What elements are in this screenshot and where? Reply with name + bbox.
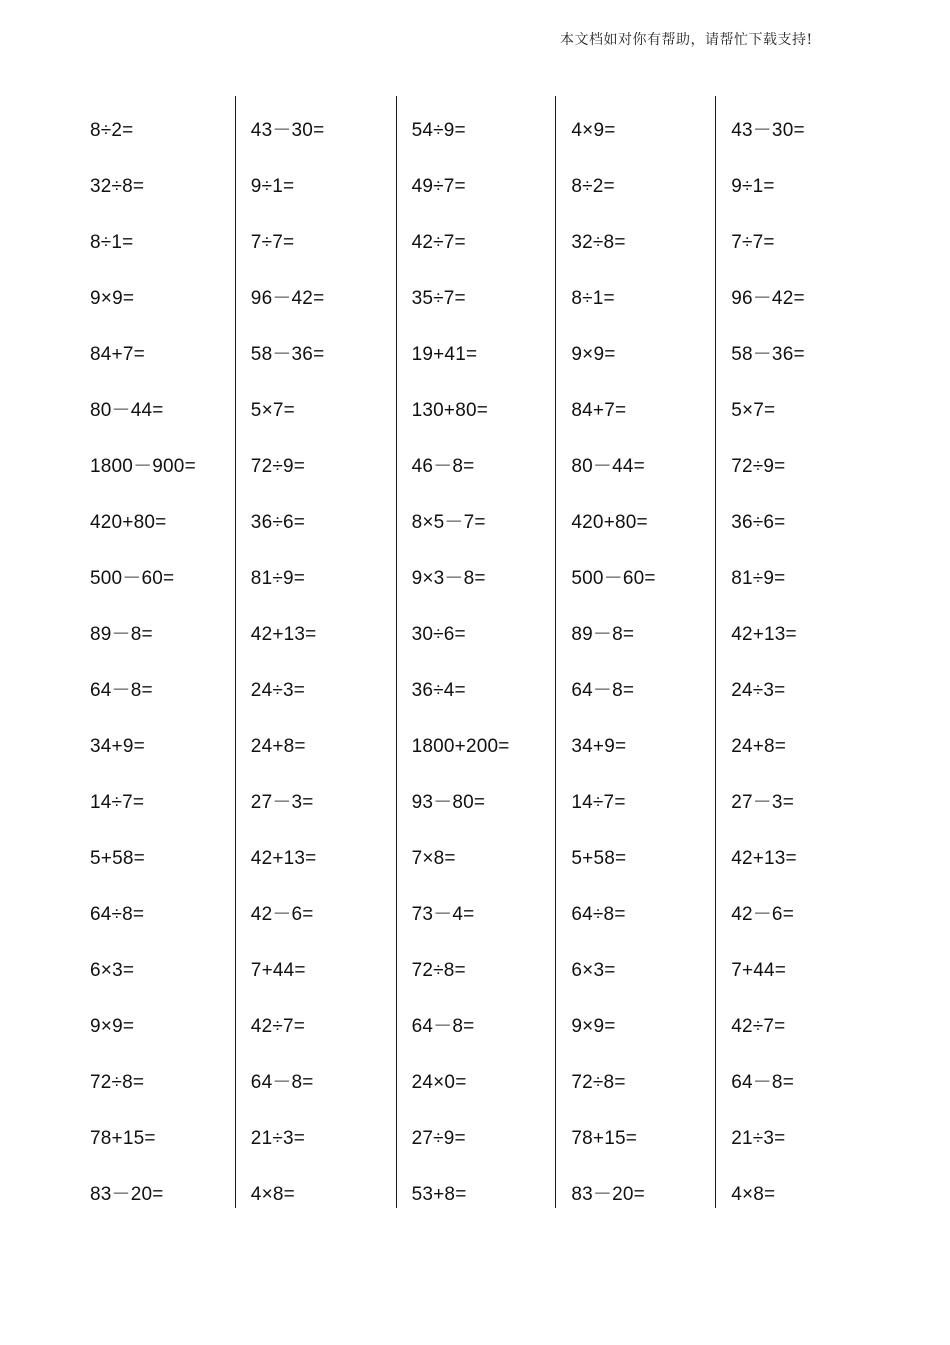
exercise-column-2 — [235, 96, 396, 1208]
math-problem: 64÷8= — [571, 904, 626, 925]
math-problem: 96－42= — [731, 288, 805, 309]
math-problem: 32÷8= — [571, 232, 626, 253]
math-problem: 64÷8= — [90, 904, 145, 925]
math-problem: 5+58= — [90, 848, 145, 869]
math-problem: 42+13= — [250, 848, 317, 869]
math-problem: 42+13= — [731, 848, 797, 869]
math-problem: 42÷7= — [411, 232, 466, 253]
math-problem: 78+15= — [90, 1128, 156, 1149]
math-problem: 93－80= — [411, 792, 486, 813]
math-problem: 24÷3= — [250, 680, 306, 701]
page-header-note: 本文档如对你有帮助，请帮忙下载支持! — [560, 32, 813, 48]
math-problem: 72÷9= — [731, 456, 786, 477]
math-problem: 72÷8= — [90, 1072, 145, 1093]
math-problem: 24÷3= — [731, 680, 786, 701]
math-problem: 64－8= — [571, 680, 635, 701]
exercise-column-4 — [555, 96, 715, 1208]
math-problem: 1800－900= — [90, 456, 196, 477]
math-problem: 34+9= — [571, 736, 627, 757]
math-problem: 78+15= — [571, 1128, 638, 1149]
exercise-column-1 — [75, 96, 235, 1208]
math-problem: 14÷7= — [571, 792, 626, 813]
math-problem: 24×0= — [411, 1072, 467, 1093]
math-problem: 83－20= — [90, 1184, 164, 1205]
math-problem: 64－8= — [90, 680, 153, 701]
math-problem: 7÷7= — [731, 232, 775, 253]
math-problem: 42+13= — [250, 624, 317, 645]
math-problem: 27－3= — [250, 792, 314, 813]
math-problem: 73－4= — [411, 904, 475, 925]
exercise-column-3 — [396, 96, 556, 1208]
math-problem: 96－42= — [250, 288, 325, 309]
math-problem: 7÷7= — [250, 232, 295, 253]
math-problem: 42÷7= — [731, 1016, 786, 1037]
math-problem: 9÷1= — [731, 176, 775, 197]
math-problem: 500－60= — [90, 568, 175, 589]
math-problem: 420+80= — [571, 512, 648, 533]
math-problem: 46－8= — [411, 456, 475, 477]
exercise-sheet — [75, 96, 875, 1208]
math-problem: 42－6= — [731, 904, 794, 925]
math-problem: 27－3= — [731, 792, 794, 813]
math-problem: 72÷8= — [571, 1072, 626, 1093]
math-problem: 58－36= — [250, 344, 325, 365]
math-problem: 32÷8= — [90, 176, 145, 197]
math-problem: 130+80= — [411, 400, 489, 421]
math-problem: 64－8= — [731, 1072, 794, 1093]
math-problem: 42+13= — [731, 624, 797, 645]
math-problem: 4×9= — [571, 120, 616, 141]
math-problem: 42－6= — [250, 904, 314, 925]
math-problem: 36÷6= — [731, 512, 786, 533]
math-problem: 8×5－7= — [411, 512, 486, 533]
math-problem: 8÷1= — [90, 232, 134, 253]
math-problem: 9×9= — [90, 1016, 135, 1037]
math-problem: 43－30= — [731, 120, 805, 141]
math-problem: 89－8= — [571, 624, 635, 645]
math-problem: 7+44= — [250, 960, 306, 981]
math-problem: 14÷7= — [90, 792, 145, 813]
math-problem: 49÷7= — [411, 176, 466, 197]
math-problem: 36÷4= — [411, 680, 466, 701]
math-problem: 30÷6= — [411, 624, 466, 645]
math-problem: 21÷3= — [731, 1128, 786, 1149]
math-problem: 64－8= — [250, 1072, 314, 1093]
math-problem: 4×8= — [731, 1184, 776, 1205]
math-problem: 9×9= — [571, 344, 616, 365]
math-problem: 7×8= — [411, 848, 456, 869]
math-problem: 83－20= — [571, 1184, 645, 1205]
math-problem: 21÷3= — [250, 1128, 306, 1149]
math-problem: 420+80= — [90, 512, 167, 533]
math-problem: 27÷9= — [411, 1128, 466, 1149]
math-problem: 8÷2= — [571, 176, 615, 197]
math-problem: 58－36= — [731, 344, 805, 365]
math-problem: 5×7= — [250, 400, 295, 421]
math-problem: 19+41= — [411, 344, 478, 365]
math-problem: 81÷9= — [731, 568, 786, 589]
math-problem: 9÷1= — [250, 176, 295, 197]
math-problem: 80－44= — [90, 400, 164, 421]
math-problem: 35÷7= — [411, 288, 466, 309]
math-problem: 24+8= — [250, 736, 306, 757]
math-problem: 8÷1= — [571, 288, 615, 309]
math-problem: 84+7= — [90, 344, 145, 365]
math-problem: 1800+200= — [411, 736, 510, 757]
math-problem: 6×3= — [90, 960, 135, 981]
math-problem: 43－30= — [250, 120, 325, 141]
math-problem: 53+8= — [411, 1184, 467, 1205]
math-problem: 500－60= — [571, 568, 656, 589]
math-problem: 34+9= — [90, 736, 145, 757]
math-problem: 89－8= — [90, 624, 153, 645]
math-problem: 8÷2= — [90, 120, 134, 141]
math-problem: 4×8= — [250, 1184, 295, 1205]
math-problem: 6×3= — [571, 960, 616, 981]
math-problem: 80－44= — [571, 456, 645, 477]
math-problem: 5+58= — [571, 848, 627, 869]
math-problem: 54÷9= — [411, 120, 466, 141]
math-problem: 42÷7= — [250, 1016, 306, 1037]
exercise-column-5 — [715, 96, 875, 1208]
math-problem: 9×9= — [571, 1016, 616, 1037]
math-problem: 81÷9= — [250, 568, 306, 589]
math-problem: 84+7= — [571, 400, 627, 421]
math-problem: 7+44= — [731, 960, 787, 981]
math-problem: 64－8= — [411, 1016, 475, 1037]
math-problem: 9×9= — [90, 288, 135, 309]
math-problem: 72÷9= — [250, 456, 306, 477]
math-problem: 9×3－8= — [411, 568, 486, 589]
math-problem: 72÷8= — [411, 960, 466, 981]
math-problem: 5×7= — [731, 400, 776, 421]
math-problem: 24+8= — [731, 736, 787, 757]
math-problem: 36÷6= — [250, 512, 306, 533]
